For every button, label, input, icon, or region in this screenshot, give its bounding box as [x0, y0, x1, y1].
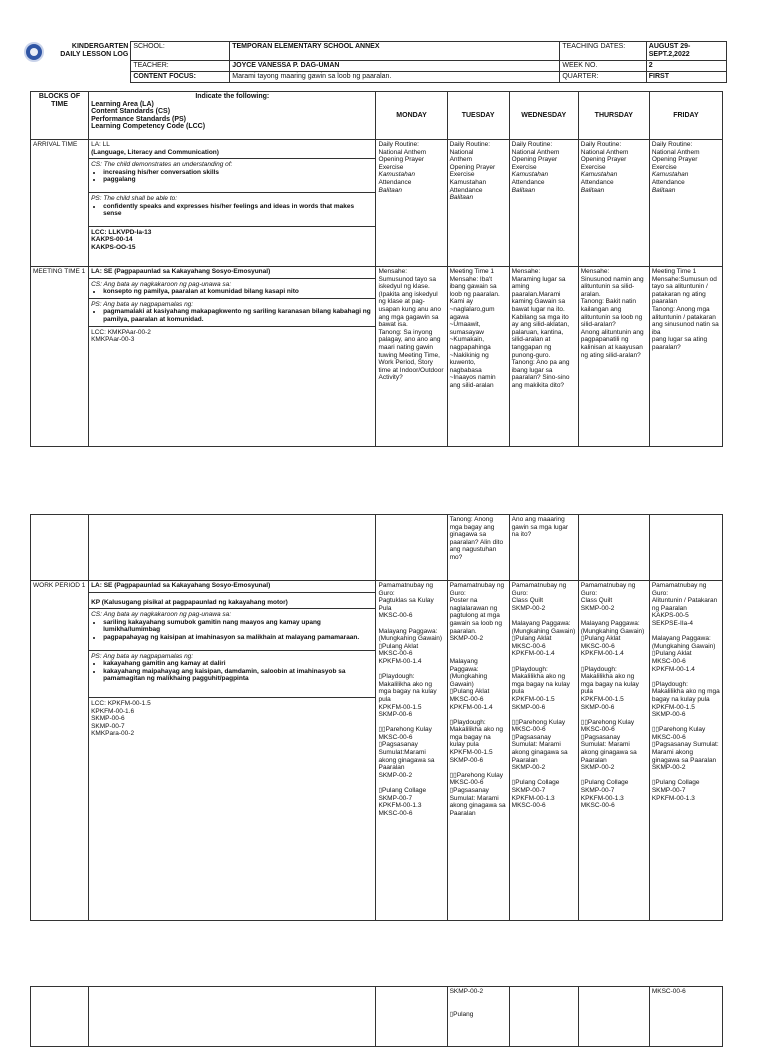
arrival-cs [89, 161, 375, 193]
week-value: 2 [646, 61, 726, 72]
meeting-lcc: LCC: KMKPAar-00-2 KMKPAar-00-3 [91, 328, 151, 344]
work-friday: Pamamatnubay ng Guro: Alituntunin / Patakaran ng Paaralan KAKPS-00-5 SEKPSE-IIa-4 Malayang Paggawa: (Mungkahing Gawain) ▯Pulang Aklat MKSC-00-6 KPKFM-00-1.4 ▯Playdough: Makalilikha ako ng mga bagay na kulay pula KPKFM-00-1.5 SKMP-00-6 ▯▯Parehong Kulay MKSC-00-6 ▯Pagsasanay Sumulat: Marami akong ginagawa sa Paaralan SKMP-00-2 ▯Pulang Collage SKMP-00-7 KPKFM-00-1.3 [649, 581, 722, 921]
work-wednesday: Pamamatnubay ng Guro: Class Quilt SKMP-00-2 Malayang Paggawa: (Mungkahing Gawain) ▯Pulang Aklat MKSC-00-6 KPKFM-00-1.4 ▯Playdough: Makalilikha ako ng mga bagay na kulay pula KPKFM-00-1.5 SKMP-00-6 ▯▯Parehong Kulay MKSC-00-6 ▯Pagsasanay Sumulat: Marami akong ginagawa sa Paaralan SKMP-00-2 ▯Pulang Collage SKMP-00-7 KPKFM-00-1.3 MKSC-00-6 [509, 581, 578, 921]
work-kp: KP (Kalusugang pisikal at pagpapaunlad ng kakayahang motor) [89, 595, 375, 610]
continued-meeting-row [31, 515, 723, 581]
day-header-tuesday: TUESDAY [447, 92, 509, 140]
day-header-friday: FRIDAY [649, 92, 722, 140]
meeting-ps-intro: PS: Ang bata ay nagpapamalas ng: [91, 300, 194, 308]
meeting-row [31, 267, 723, 447]
arrival-row [31, 140, 723, 267]
meeting-standards [89, 267, 376, 447]
work-cs-item: • pagpapahayag ng kaisipan at imahinasyon sa malikhain at malayang pamamaraan. [103, 634, 373, 642]
work-ps-intro: PS: Ang bata ay nagpapamalas ng: [91, 652, 194, 660]
quarter-value: FIRST [646, 72, 726, 83]
blocks-of-time-header: BLOCKS OF TIME [31, 92, 89, 140]
work-ps-item: • kakayahang maipahayag ang kaisipan, damdamin, saloobin at imahinasyob sa pamamagitan ng malikhaing pagguhit/pagpinta [103, 668, 373, 683]
cont-thursday [578, 515, 649, 581]
arrival-thursday: Daily Routine: National Anthem Opening Prayer Exercise Kamustahan Attendance Balitaan [578, 140, 649, 267]
arrival-cs-item: • paggalang [103, 176, 373, 184]
cont-friday [649, 515, 722, 581]
indicate-header [89, 92, 376, 140]
arrival-la-label: LA: LL [91, 141, 110, 148]
teacher-value: JOYCE VANESSA P. DAG-UMAN [230, 61, 560, 72]
content-focus-value: Marami tayong maaring gawin sa loob ng paaralan. [230, 72, 560, 83]
day-header-wednesday: WEDNESDAY [509, 92, 578, 140]
page3-row [31, 987, 723, 1047]
arrival-ps [89, 195, 375, 227]
header-table [22, 41, 727, 83]
block-work: WORK PERIOD 1 [31, 581, 89, 921]
cont-monday [376, 515, 447, 581]
meeting-cs-intro: CS: Ang bata ay nagkakaroon ng pag-unawa sa: [91, 280, 232, 288]
work-ps-item: • kakayahang gamitin ang kamay at daliri [103, 660, 373, 668]
meeting-tuesday: Meeting Time 1 Mensahe: Iba't ibang gawain sa loob ng paaralan. Kami ay ~naglalaro,gum agawa ~Umaawit, sumasayaw ~Kumakain, nagpapahinga ~Nakikinig ng kuwento, nagbabasa ~Inaayos namin ang silid-aralan [447, 267, 509, 447]
p3-tuesday: SKMP-00-2 ▯Pulang [447, 987, 509, 1047]
arrival-la [89, 141, 375, 159]
school-label: SCHOOL: [131, 42, 230, 61]
teacher-label: TEACHER: [131, 61, 230, 72]
cont-tuesday: Tanong: Anong mga bagay ang ginagawa sa paaralan? Alin dito ang nagustuhan mo? [447, 515, 509, 581]
lesson-table-page1 [30, 91, 723, 447]
arrival-monday: Daily Routine: National Anthem Opening Prayer Exercise Kamustahan Attendance Balitaan [376, 140, 447, 267]
meeting-friday: Meeting Time 1 Mensahe:Sumusun od tayo sa alituntunin / patakaran ng ating paaralan Tanong: Anong mga alituntunin / patakaran ang sinusunod natin sa iba pang lugar sa ating paaralan? [649, 267, 722, 447]
work-row [31, 581, 723, 921]
arrival-cs-item: • increasing his/her conversation skills [103, 169, 373, 177]
school-value: TEMPORAN ELEMENTARY SCHOOL ANNEX [230, 42, 560, 61]
arrival-ps-intro: PS: The child shall be able to: [91, 194, 178, 202]
arrival-friday: Daily Routine: National Anthem Opening Prayer Exercise Kamustahan Attendance Balitaan [649, 140, 722, 267]
work-ps [89, 653, 375, 698]
title-line1: KINDERGARTEN [71, 42, 129, 50]
block-meeting: MEETING TIME 1 [31, 267, 89, 447]
work-cs [89, 611, 375, 650]
meeting-cs-item: • konsepto ng pamilya, paaralan at komunidad bilang kasapi nito [103, 288, 373, 296]
arrival-lcc: LCC: LLKVPD-Ia-13 KAKPS-00-14 KAKPS-OO-15 [91, 228, 152, 251]
dll-title [22, 42, 131, 83]
block-empty [31, 515, 89, 581]
teaching-dates-label: TEACHING DATES: [560, 42, 646, 61]
work-standards [89, 581, 376, 921]
standards-empty [89, 515, 376, 581]
work-cs-intro: CS: Ang bata ay nagkakaroon ng pag-unawa sa: [91, 611, 232, 619]
meeting-wednesday: Mensahe: Maraming lugar sa aming paaralan.Marami kaming Gawain sa bawat lugar na ito. Kabilang sa mga ito ay ang silid-aklatan, palaruan, kantina, silid-aralan at tanggapan ng punong-guro. Tanong: Ano pa ang ibang lugar sa paaralan? Sino-sino ang makikita dito? [509, 267, 578, 447]
meeting-ps-item: • pagmamalaki at kasiyahang makapagkwento ng sariling karanasan bilang kabahagi ng pamilya, paaralan at komunidad. [103, 308, 373, 323]
arrival-ps-item: • confidently speaks and expresses his/her feelings and ideas in words that makes sense [103, 203, 373, 218]
teaching-dates-value: AUGUST 29- SEPT.2,2022 [646, 42, 726, 61]
p3-wednesday [509, 987, 578, 1047]
standards-empty-p3 [89, 987, 376, 1047]
arrival-tuesday: Daily Routine: National Anthem Opening Prayer Exercise Kamustahan Attendance Balitaan [447, 140, 509, 267]
p3-friday: MKSC-00-6 [649, 987, 722, 1047]
work-tuesday: Pamamatnubay ng Guro: Poster na naglalarawan ng pagtulong at mga gawain sa loob ng paaralan. SKMP-00-2 Malayang Paggawa: (Mungkahing Gawain) ▯Pulang Aklat MKSC-00-6 KPKFM-00-1.4 ▯Playdough: Makalilikha ako ng mga bagay na kulay pula KPKFM-00-1.5 SKMP-00-6 ▯▯Parehong Kulay MKSC-00-6 ▯Pagsasanay Sumulat: Marami akong ginagawa sa Paaralan [447, 581, 509, 921]
content-focus-label: CONTENT FOCUS: [131, 72, 230, 83]
arrival-la-sub: (Language, Literacy and Communication) [91, 148, 219, 156]
week-label: WEEK NO. [560, 61, 646, 72]
work-monday: Pamamatnubay ng Guro: Pagtuklas sa Kulay Pula MKSC-00-6 Malayang Paggawa: (Mungkahing Gawain) ▯Pulang Aklat MKSC-00-6 KPKFM-00-1.4 ▯Playdough: Makalilikha ako ng mga bagay na kulay pula KPKFM-00-1.5 SKMP-00-6 ▯▯Parehong Kulay MKSC-00-6 ▯Pagsasanay Sumulat:Marami akong ginagawa sa Paaralan SKMP-00-2 ▯Pulang Collage SKMP-00-7 KPKFM-00-1.3 MKSC-00-6 [376, 581, 447, 921]
work-thursday: Pamamatnubay ng Guro: Class Quilt SKMP-00-2 Malayang Paggawa: (Mungkahing Gawain) ▯Pulang Aklat MKSC-00-6 KPKFM-00-1.4 ▯Playdough: Makalilikha ako ng mga bagay na kulay pula KPKFM-00-1.5 SKMP-00-6 ▯▯Parehong Kulay MKSC-00-6 ▯Pagsasanay Sumulat: Marami akong ginagawa sa Paaralan SKMP-00-2 ▯Pulang Collage SKMP-00-7 KPKFM-00-1.3 MKSC-00-6 [578, 581, 649, 921]
p3-monday [376, 987, 447, 1047]
work-cs-item: • sariling kakayahang sumubok gamitin nang maayos ang kamay upang lumikha/lumimbag [103, 619, 373, 634]
block-arrival: ARRIVAL TIME [31, 140, 89, 267]
indicate-lines: Learning Area (LA) Content Standards (CS) Performance Standards (PS) Learning Competency Code (LCC) [91, 100, 206, 131]
meeting-monday: Mensahe: Sumusunod tayo sa iskedyul ng klase. (Ipakita ang iskedyul ng klase at pag-usapan kung anu ano ang mga gagawin sa bawat isa. Tanong: Sa inyong palagay, ano ano ang maari nating gawin tuwing Meeting Time, Work Period, Story time at Indoor/Outdoor Activity? [376, 267, 447, 447]
day-header-thursday: THURSDAY [578, 92, 649, 140]
lesson-table-page3 [30, 986, 723, 1047]
p3-thursday [578, 987, 649, 1047]
work-la: LA: SE (Pagpapaunlad sa Kakayahang Sosyo-Emosyunal) [89, 582, 375, 593]
meeting-la: LA: SE (Pagpapaunlad sa Kakayahang Sosyo-Emosyunal) [89, 268, 375, 279]
indicate-title: Indicate the following: [195, 93, 270, 100]
meeting-ps [89, 301, 375, 327]
meeting-thursday: Mensahe: Sinusunod namin ang alituntunin sa silid-aralan. Tanong: Bakit natin kailangan ang alituntunin sa loob ng silid-aralan? Anong alituntunin ang pagpapanatili ng kalinisan at kaayusan ng ating silid-aralan? [578, 267, 649, 447]
arrival-cs-intro: CS: The child demonstrates an understanding of: [91, 161, 233, 169]
arrival-wednesday: Daily Routine: National Anthem Opening Prayer Exercise Kamustahan Attendance Balitaan [509, 140, 578, 267]
meeting-cs [89, 281, 375, 299]
day-header-monday: MONDAY [376, 92, 447, 140]
title-line2: DAILY LESSON LOG [60, 50, 129, 58]
cont-wednesday: Ano ang maaaring gawin sa mga lugar na ito? [509, 515, 578, 581]
work-lcc: LCC: KPKFM-00-1.5 KPKFM-00-1.6 SKMP-00-6 SKMP-00-7 KMKPara-00-2 [91, 699, 151, 738]
quarter-label: QUARTER: [560, 72, 646, 83]
block-empty-p3 [31, 987, 89, 1047]
arrival-standards [89, 140, 376, 267]
lesson-table-page2 [30, 514, 723, 921]
